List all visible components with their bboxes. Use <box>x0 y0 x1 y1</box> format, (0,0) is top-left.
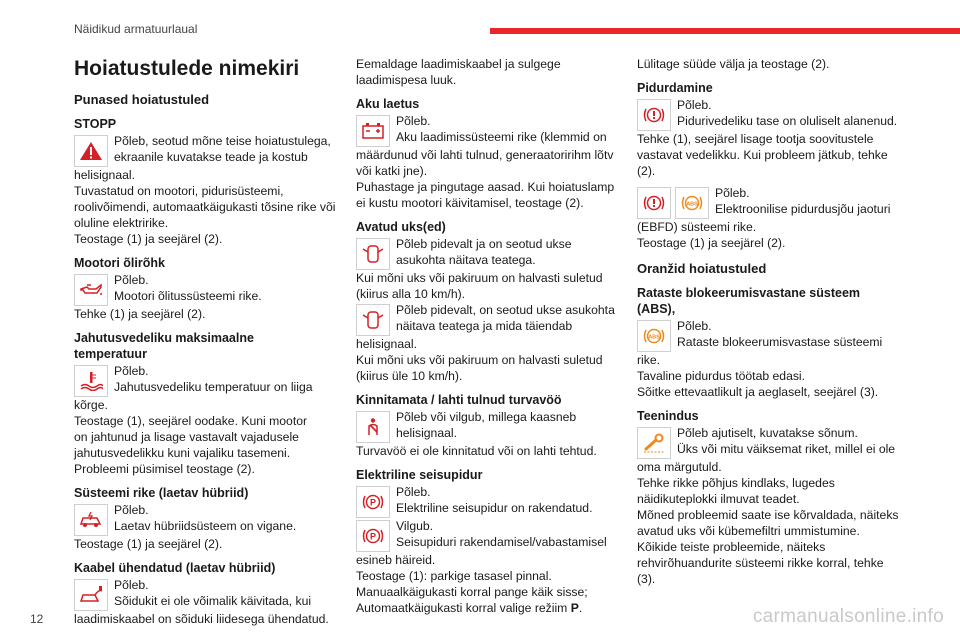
text-line: (EBFD) süsteemi rike. <box>637 220 757 234</box>
text-line: (3). <box>637 572 656 586</box>
text-line: avatud uks või kübemefiltri ummistumine. <box>637 524 860 538</box>
text-line: või katki jne). <box>356 164 428 178</box>
door-open-icon <box>356 238 390 270</box>
brake-warning-icon <box>637 187 671 219</box>
text-line: Vilgub. <box>396 519 434 533</box>
header-red-bar <box>490 28 960 34</box>
column-2 <box>356 56 624 616</box>
heading-seatbelt: Kinnitamata / lahti tulnud turvavöö <box>356 393 562 407</box>
text-line: Kui mõni uks või pakiruum on halvasti suletud <box>356 271 603 285</box>
text-line: laadimispesa luuk. <box>356 73 457 87</box>
text-line: esineb häireid. <box>356 553 436 567</box>
oil-can-icon <box>74 274 108 306</box>
heading-parking-brake: Elektriline seisupidur <box>356 468 483 482</box>
text-line: Põleb pidevalt, on seotud ukse asukohta <box>396 303 615 317</box>
text-line: Kõikide teiste probleemide, näiteks <box>637 540 826 554</box>
text-line: ekraanile kuvatakse teade ja kostub <box>114 150 308 164</box>
text-line: oluline elektririke. <box>74 216 169 230</box>
text-line: roolivõimendi, automaatkäigukasti tõsine rike või <box>74 200 336 214</box>
svg-text:ABS: ABS <box>648 334 660 341</box>
abs-icon <box>675 187 709 219</box>
heading-braking: Pidurdamine <box>637 81 713 95</box>
wrench-icon <box>637 427 671 459</box>
text-line: Probleemi püsimisel teostage (2). <box>74 462 255 476</box>
charging-cable-icon <box>74 579 108 611</box>
text-line: Mõned probleemid saate ise kõrvaldada, näiteks <box>637 508 899 522</box>
text-line: Tavaline pidurdus töötab edasi. <box>637 369 806 383</box>
heading-battery: Aku laetus <box>356 97 420 111</box>
text-line: Turvavöö ei ole kinnitatud või on lahti tehtud. <box>356 444 597 458</box>
text-line: Rataste blokeerumisvastase süsteemi <box>677 335 883 349</box>
section-orange-lights: Oranžid hoiatustuled <box>637 261 767 276</box>
text-line: ei kustu mootori käivitamisel, teostage (2). <box>356 196 584 210</box>
text-line: Teostage (1): parkige tasasel pinnal. <box>356 569 552 583</box>
text-line: (kiirus üle 10 km/h). <box>356 369 463 383</box>
parking-brake-icon <box>356 520 390 552</box>
text-line: Põleb. <box>677 98 712 112</box>
heading-service: Teenindus <box>637 409 699 423</box>
section-red-lights: Punased hoiatustuled <box>74 92 210 107</box>
text-line: Põleb või vilgub, millega kaasneb <box>396 410 577 424</box>
text-line: Laetav hübriidsüsteem on vigane. <box>114 519 297 533</box>
watermark: carmanualsonline.info <box>752 606 944 627</box>
text-line: Põleb. <box>715 186 750 200</box>
heading-coolant: Jahutusvedeliku maksimaalne temperatuur <box>74 331 254 361</box>
text-line: Elektroonilise pidurdusjõu jaoturi <box>715 202 891 216</box>
text-line: Lülitage süüde välja ja teostage (2). <box>637 57 830 71</box>
text-line: kõrge. <box>74 398 108 412</box>
text-line: Tehke (1), seejärel lisage tootja soovitustele <box>637 132 874 146</box>
text-line: näidikuteplokki ilmuvat teadet. <box>637 492 800 506</box>
heading-doors-open: Avatud uks(ed) <box>356 220 446 234</box>
column-3 <box>637 56 905 587</box>
text-line: Jahutusvedeliku temperatuur on liiga <box>114 380 313 394</box>
parking-brake-icon <box>356 486 390 518</box>
door-open-icon <box>356 304 390 336</box>
text-line: Põleb. <box>114 364 149 378</box>
text-line: Sõitke ettevaatlikult ja aeglaselt, seejärel (3). <box>637 385 879 399</box>
ebfd-icon-group <box>637 185 709 219</box>
text-line: on jahtunud ja lisage vastavalt vajadusele <box>74 430 299 444</box>
text-line: Põleb. <box>396 485 431 499</box>
text-line: vastavat vedelikku. Kui probleem jätkub, tehke <box>637 148 888 162</box>
text-line: Põleb. <box>114 503 149 517</box>
text-line: Põleb. <box>114 273 149 287</box>
abs-icon <box>637 320 671 352</box>
heading-abs: Rataste blokeerumisvastane süsteem (ABS), <box>637 286 861 316</box>
column-1 <box>74 56 342 627</box>
text-line: helisignaal. <box>74 168 135 182</box>
text-line: Teostage (1) ja seejärel (2). <box>74 232 223 246</box>
text-line: Põleb, seotud mõne teise hoiatustulega, <box>114 134 331 148</box>
text-line: Aku laadimissüsteemi rike (klemmid on <box>396 130 607 144</box>
text-line: Teostage (1) ja seejärel (2). <box>74 537 223 551</box>
text-line: Põleb pidevalt ja on seotud ukse <box>396 237 572 251</box>
text-line: Eemaldage laadimiskaabel ja sulgege <box>356 57 561 71</box>
text-line: Seisupiduri rakendamisel/vabastamisel <box>396 535 607 549</box>
heading-oil-pressure: Mootori õlirõhk <box>74 256 165 270</box>
heading-hybrid-fault: Süsteemi rike (laetav hübriid) <box>74 486 249 500</box>
text-line: Elektriline seisupidur on rakendatud. <box>396 501 593 515</box>
text-line: oma märgutuld. <box>637 460 722 474</box>
svg-text:ABS: ABS <box>686 201 698 208</box>
text-line: Automaatkäigukasti korral valige režiim P. <box>356 601 583 615</box>
text-line: Puhastage ja pingutage aasad. Kui hoiatuslamp <box>356 180 615 194</box>
text-line: (2). <box>637 164 656 178</box>
heading-stopp: STOPP <box>74 117 117 131</box>
text-line: näitava teatega ja mida täiendab <box>396 319 573 333</box>
text-line: Tehke (1) ja seejärel (2). <box>74 307 206 321</box>
coolant-temp-icon <box>74 365 108 397</box>
section-header: Näidikud armatuurlaual <box>74 22 198 36</box>
text-line: (kiirus alla 10 km/h). <box>356 287 466 301</box>
text-line: Põleb ajutiselt, kuvatakse sõnum. <box>677 426 858 440</box>
svg-text:P: P <box>369 497 377 508</box>
text-line: asukohta näitava teatega. <box>396 253 536 267</box>
text-line: laadimiskaabel on sõiduki liidesega ühendatud. <box>74 612 329 626</box>
page-title: Hoiatustulede nimekiri <box>74 57 300 80</box>
text-line: Sõidukit ei ole võimalik käivitada, kui <box>114 594 312 608</box>
text-line: Tehke rikke põhjus kindlaks, lugedes <box>637 476 835 490</box>
hybrid-car-icon <box>74 504 108 536</box>
text-line: Teostage (1) ja seejärel (2). <box>637 236 786 250</box>
text-line: Põleb. <box>396 114 431 128</box>
text-line: rehvirõhuandurite süsteemi rikke korral, tehke <box>637 556 884 570</box>
text-line: Põleb. <box>677 319 712 333</box>
text-line: Mootori õlitussüsteemi rike. <box>114 289 262 303</box>
seatbelt-icon <box>356 411 390 443</box>
text-line: Tuvastatud on mootori, pidurisüsteemi, <box>74 184 284 198</box>
brake-warning-icon <box>637 99 671 131</box>
text-line: määrdunud või lahti tulnud, generaatoririhm lõtv <box>356 148 614 162</box>
text-line: Üks või mitu väiksemat riket, millel ei ole <box>677 442 896 456</box>
text-line: Põleb. <box>114 578 149 592</box>
text-line: Pidurivedeliku tase on oluliselt alanenud. <box>677 114 898 128</box>
text-line: Kui mõni uks või pakiruum on halvasti suletud <box>356 353 603 367</box>
text-line: Teostage (1), seejärel oodake. Kuni mootor <box>74 414 308 428</box>
page-number: 12 <box>30 612 44 626</box>
triangle-warning-icon <box>74 135 108 167</box>
battery-icon <box>356 115 390 147</box>
text-line: rike. <box>637 353 661 367</box>
text-line: helisignaal. <box>396 426 457 440</box>
text-line: helisignaal. <box>356 337 417 351</box>
text-line: jahutusvedelikku kuni vajaliku tasemeni. <box>74 446 291 460</box>
heading-cable-connected: Kaabel ühendatud (laetav hübriid) <box>74 561 276 575</box>
svg-text:P: P <box>369 531 377 542</box>
text-line: Manuaalkäigukasti korral pange käik sisse; <box>356 585 588 599</box>
